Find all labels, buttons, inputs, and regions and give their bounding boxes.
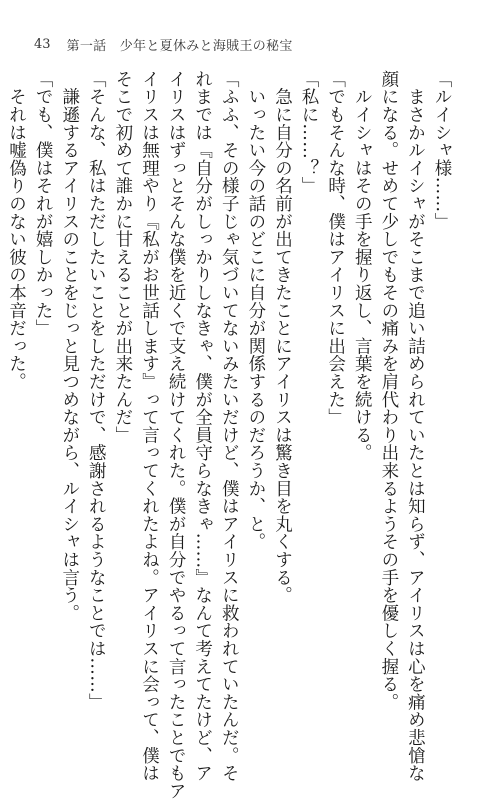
running-header — [34, 34, 293, 54]
page-number: 43 — [34, 36, 51, 52]
text-line: そこで初めて誰かに甘えることが出来たんだ」 — [112, 70, 133, 444]
chapter-title: 第一話 少年と夏休みと海賊王の秘宝 — [66, 38, 293, 54]
vertical-body-text — [6, 70, 455, 800]
text-line: まさかルイシャがそこまで追い詰められていたとは知らず、アイリスは心を痛め悲愴な — [405, 70, 426, 782]
text-line: 「でも、僕はそれが嬉しかった」 — [33, 70, 54, 337]
text-line: 「ルイシャ様……」 — [432, 70, 452, 231]
text-line: イリスは無理やり『私がお世話します』って言ってくれたよね。アイリスに会って、僕は — [139, 70, 160, 782]
text-line: 「ふふ、その様子じゃ気づいてないみたいだけど、僕はアイリスに救われていたんだ。そ — [219, 70, 240, 782]
text-line: 「私に……？」 — [299, 70, 320, 195]
text-line: 顔になる。せめて少しでもその痛みを肩代わり出来るようその手を優しく握る。 — [378, 70, 399, 711]
text-line: 急に自分の名前が出てきたことにアイリスは驚き目を丸くする。 — [272, 70, 293, 604]
text-line: 「でもそんな時、僕はアイリスに出会えた」 — [325, 70, 346, 426]
text-line: それは嘘偽りのない彼の本音だった。 — [6, 70, 27, 391]
text-line: イリスはずっとそんな僕を近くで支え続けてくれた。僕が自分でやるって言ったことでもア — [166, 70, 187, 800]
text-line: いったい今の話のどこに自分が関係するのだろうか、と。 — [245, 70, 266, 551]
text-line: 「そんな、私はただしたいことをしただけで、感謝されるようなことでは……」 — [86, 70, 107, 711]
text-line: ルイシャはその手を握り返し、言葉を続ける。 — [352, 70, 373, 462]
text-line: れまでは『自分がしっかりしなきゃ、僕が全員守らなきゃ……』なんて考えてたけど、ア — [192, 70, 213, 782]
text-line — [0, 70, 3, 655]
text-line: 謙遜するアイリスのことをじっと見つめながら、ルイシャは言う。 — [59, 70, 80, 622]
